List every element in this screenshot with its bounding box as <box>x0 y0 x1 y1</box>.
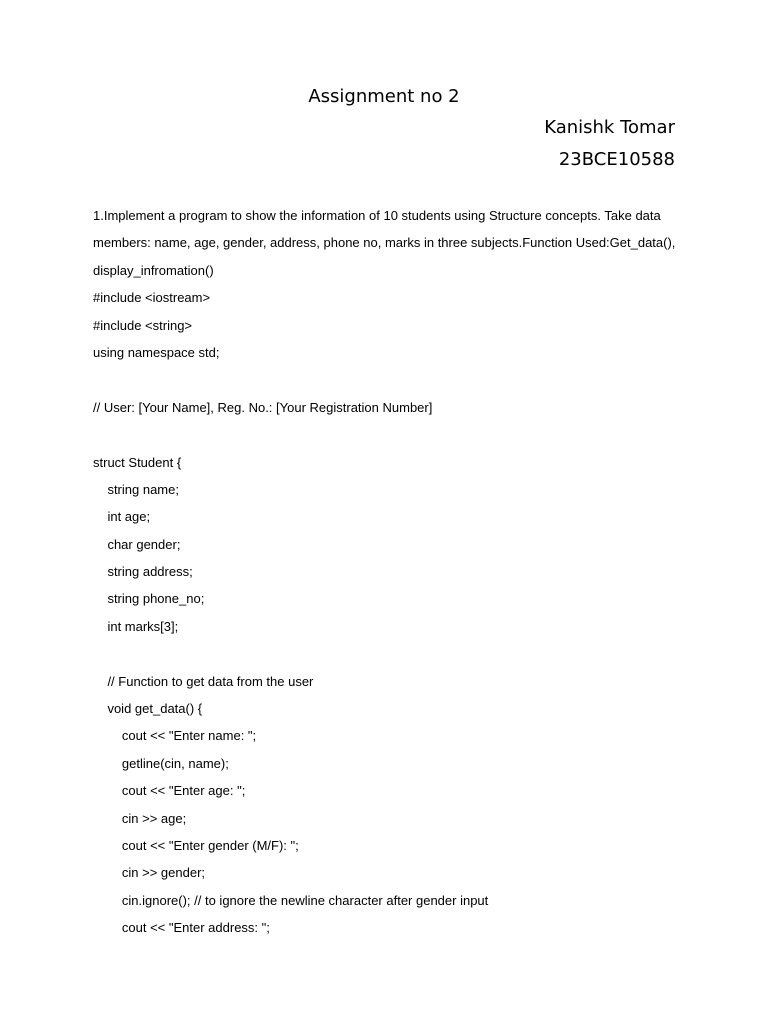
code-line: string address; <box>93 564 193 580</box>
code-line: void get_data() { <box>93 701 203 717</box>
code-line: char gender; <box>93 536 181 552</box>
code-line: string name; <box>93 481 179 497</box>
text-line: members: name, age, gender, address, phone no, marks in three subjects.Function Used:Get_data(), <box>93 235 676 251</box>
code-line: // Function to get data from the user <box>93 673 314 689</box>
blank-line <box>93 640 683 667</box>
code-line: cout << "Enter gender (M/F): "; <box>93 837 299 853</box>
code-line: #include <iostream> <box>93 290 211 306</box>
code-line: int age; <box>93 509 151 525</box>
document-body <box>93 202 683 942</box>
code-line: cin >> age; <box>93 810 187 826</box>
code-line: struct Student { <box>93 454 182 470</box>
blank-line <box>93 421 683 448</box>
code-line: string phone_no; <box>93 591 205 607</box>
text-line: 1.Implement a program to show the information of 10 students using Structure concepts. Take data <box>93 208 661 223</box>
code-line: // User: [Your Name], Reg. No.: [Your Registration Number] <box>93 399 433 415</box>
code-line: using namespace std; <box>93 344 220 360</box>
code-line: getline(cin, name); <box>93 755 229 771</box>
code-line: cout << "Enter age: "; <box>93 783 246 799</box>
document-title: Assignment no 2 <box>308 86 460 107</box>
code-line: cin >> gender; <box>93 865 206 881</box>
code-line: #include <string> <box>93 317 193 333</box>
author-name: Kanishk Tomar <box>544 117 675 138</box>
code-line: cout << "Enter name: "; <box>93 728 257 744</box>
code-line: int marks[3]; <box>93 618 179 634</box>
code-line: cin.ignore(); // to ignore the newline character after gender input <box>93 892 489 908</box>
code-line: cout << "Enter address: "; <box>93 920 270 936</box>
blank-line <box>93 366 683 393</box>
registration-number: 23BCE10588 <box>558 149 675 170</box>
text-line: display_infromation() <box>93 262 214 278</box>
